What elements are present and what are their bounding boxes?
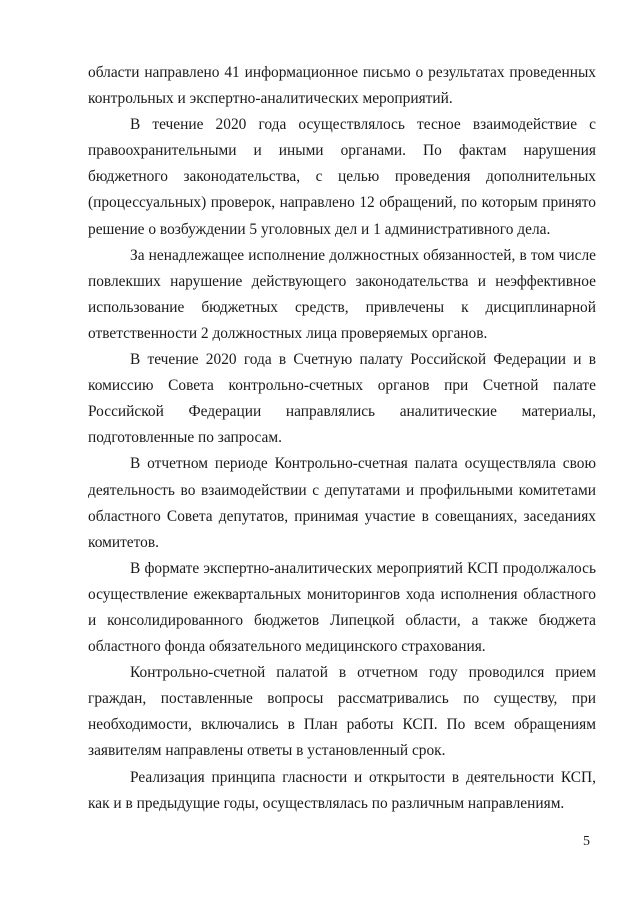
paragraph-1: области направлено 41 информационное письмо о результатах проведенных контрольных и экспертно-аналитических мероприятий. bbox=[88, 64, 596, 108]
paragraph-7: Контрольно-счетной палатой в отчетном году проводился прием граждан, поставленные вопросы рассматривались по существу, при необходимости, включались в План работы КСП. По всем обращениям заявителям направлены ответы в установленный срок. bbox=[88, 664, 596, 760]
body-text bbox=[88, 60, 596, 817]
page-number: 5 bbox=[583, 834, 590, 849]
paragraph-3: За ненадлежащее исполнение должностных обязанностей, в том числе повлекших нарушение действующего законодательства и неэффективное использование бюджетных средств, привлечены к дисциплинарной ответственности 2 должностных лица проверяемых органов. bbox=[88, 246, 596, 342]
paragraph-6: В формате экспертно-аналитических мероприятий КСП продолжалось осуществление ежеквартальных мониторингов хода исполнения областного и консолидированного бюджетов Липецкой области, а также бюджета областного фонда обязательного медицинского страхования. bbox=[88, 559, 596, 656]
paragraph-2: В течение 2020 года осуществлялось тесное взаимодействие с правоохранительными и иными органами. По фактам нарушения бюджетного законодательства, с целью проведения дополнительных (процессуальных) проверок, направлено 12 обращений, по которым принято решение о возбуждении 5 уголовных дел и 1 административного дела. bbox=[88, 116, 596, 238]
paragraph-8: Реализация принципа гласности и открытости в деятельности КСП, как и в предыдущие годы, осуществлялась по различным направлениям. bbox=[88, 768, 596, 812]
paragraph-5: В отчетном периоде Контрольно-счетная палата осуществляла свою деятельность во взаимодействии с депутатами и профильными комитетами областного Совета депутатов, принимая участие в совещаниях, заседаниях комитетов. bbox=[88, 455, 596, 551]
paragraph-4: В течение 2020 года в Счетную палату Российской Федерации и в комиссию Совета контрольно-счетных органов при Счетной палате Российской Федерации направлялись аналитические материалы, подготовленные по запросам. bbox=[88, 351, 596, 447]
